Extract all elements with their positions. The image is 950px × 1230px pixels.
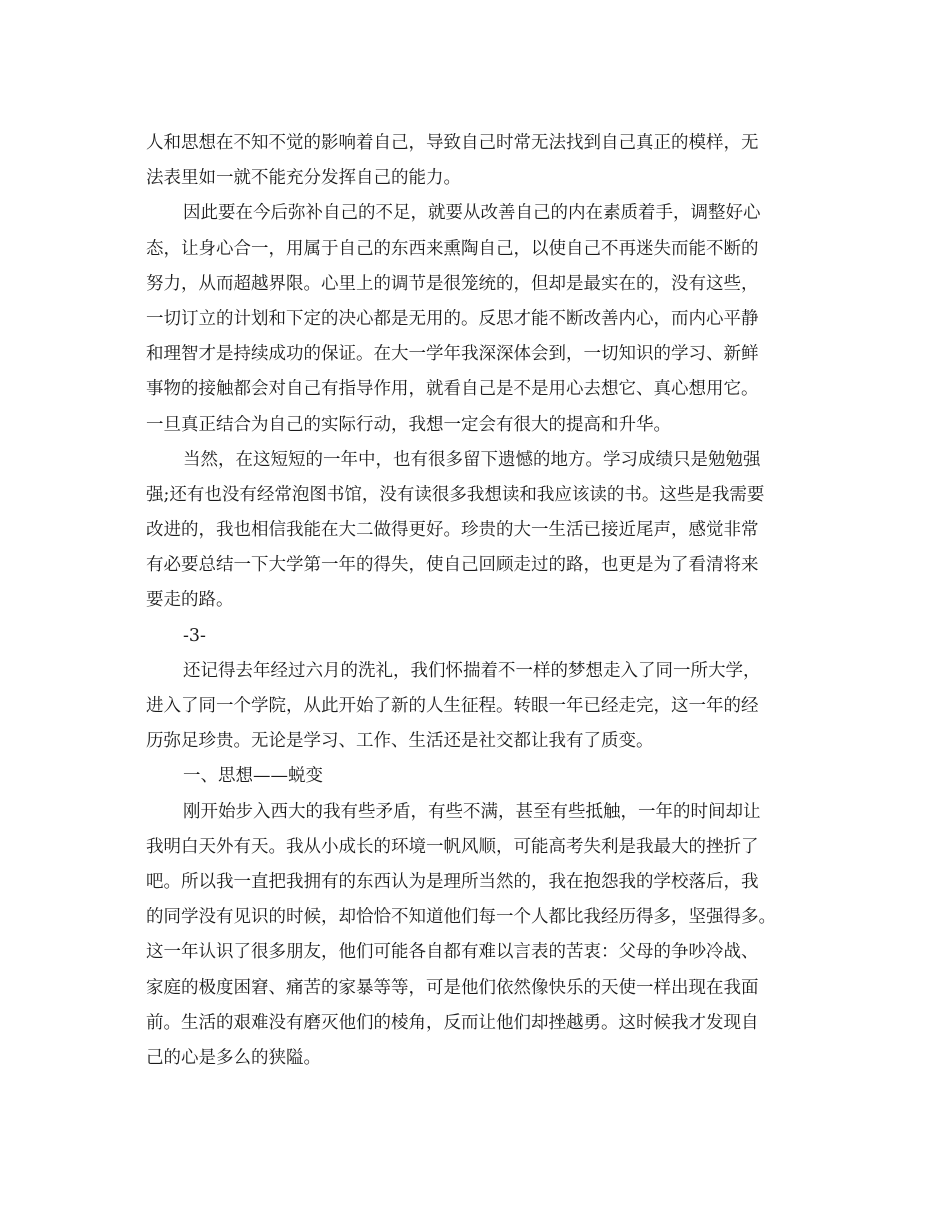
text-line: 己的心是多么的狭隘。 (146, 1047, 321, 1068)
text-line: 和理智才是持续成功的保证。在大一学年我深深体会到，一切知识的学习、新鲜 (146, 344, 759, 365)
text-line: 一旦真正结合为自己的实际行动，我想一定会有很大的提高和升华。 (146, 414, 671, 435)
text-line: 法表里如一就不能充分发挥自己的能力。 (146, 168, 461, 189)
text-line: 一、思想——蜕变 (183, 766, 323, 787)
text-line: 刚开始步入西大的我有些矛盾，有些不满，甚至有些抵触，一年的时间却让 (183, 801, 761, 822)
text-line: 的同学没有见识的时候，却恰恰不知道他们每一个人都比我经历得多，坚强得多。 (146, 907, 776, 928)
text-line: 因此要在今后弥补自己的不足，就要从改善自己的内在素质着手，调整好心 (183, 203, 761, 224)
text-line: 历弥足珍贵。无论是学习、工作、生活还是社交都让我有了质变。 (146, 731, 654, 752)
text-line: 努力，从而超越界限。心里上的调节是很笼统的，但却是最实在的，没有这些， (146, 273, 759, 294)
text-line: 一切订立的计划和下定的决心都是无用的。反思才能不断改善内心，而内心平静 (146, 308, 759, 329)
text-line: 还记得去年经过六月的洗礼，我们怀揣着不一样的梦想走入了同一所大学， (183, 660, 761, 681)
text-line: 人和思想在不知不觉的影响着自己，导致自己时常无法找到自己真正的模样，无 (146, 133, 759, 153)
text-line: 这一年认识了很多朋友，他们可能各自都有难以言表的苦衷：父母的争吵冷战、 (146, 942, 759, 963)
text-line: 强;还有也没有经常泡图书馆，没有读很多我想读和我应该读的书。这些是我需要 (146, 484, 765, 505)
text-line: 改进的，我也相信我能在大二做得更好。珍贵的大一生活已接近尾声，感觉非常 (146, 520, 759, 541)
document-body (146, 126, 826, 1076)
text-line: 态，让身心合一，用属于自己的东西来熏陶自己，以使自己不再迷失而能不断的 (146, 238, 759, 259)
text-line: 前。生活的艰难没有磨灭他们的棱角，反而让他们却挫越勇。这时候我才发现自 (146, 1012, 759, 1033)
text-line: 我明白天外有天。我从小成长的环境一帆风顺，可能高考失利是我最大的挫折了 (146, 836, 759, 857)
text-line: 有必要总结一下大学第一年的得失，使自己回顾走过的路，也更是为了看清将来 (146, 555, 759, 576)
text-line: 要走的路。 (146, 590, 234, 611)
text-line: 进入了同一个学院，从此开始了新的人生征程。转眼一年已经走完，这一年的经 (146, 696, 759, 716)
page-number: -3- (183, 625, 206, 646)
text-line: 当然，在这短短的一年中，也有很多留下遗憾的地方。学习成绩只是勉勉强 (183, 449, 761, 470)
text-line: 家庭的极度困窘、痛苦的家暴等等，可是他们依然像快乐的天使一样出现在我面 (146, 977, 759, 998)
text-line: 吧。所以我一直把我拥有的东西认为是理所当然的，我在抱怨我的学校落后，我 (146, 871, 759, 892)
text-line: 事物的接触都会对自己有指导作用，就看自己是不是用心去想它、真心想用它。 (146, 379, 759, 400)
